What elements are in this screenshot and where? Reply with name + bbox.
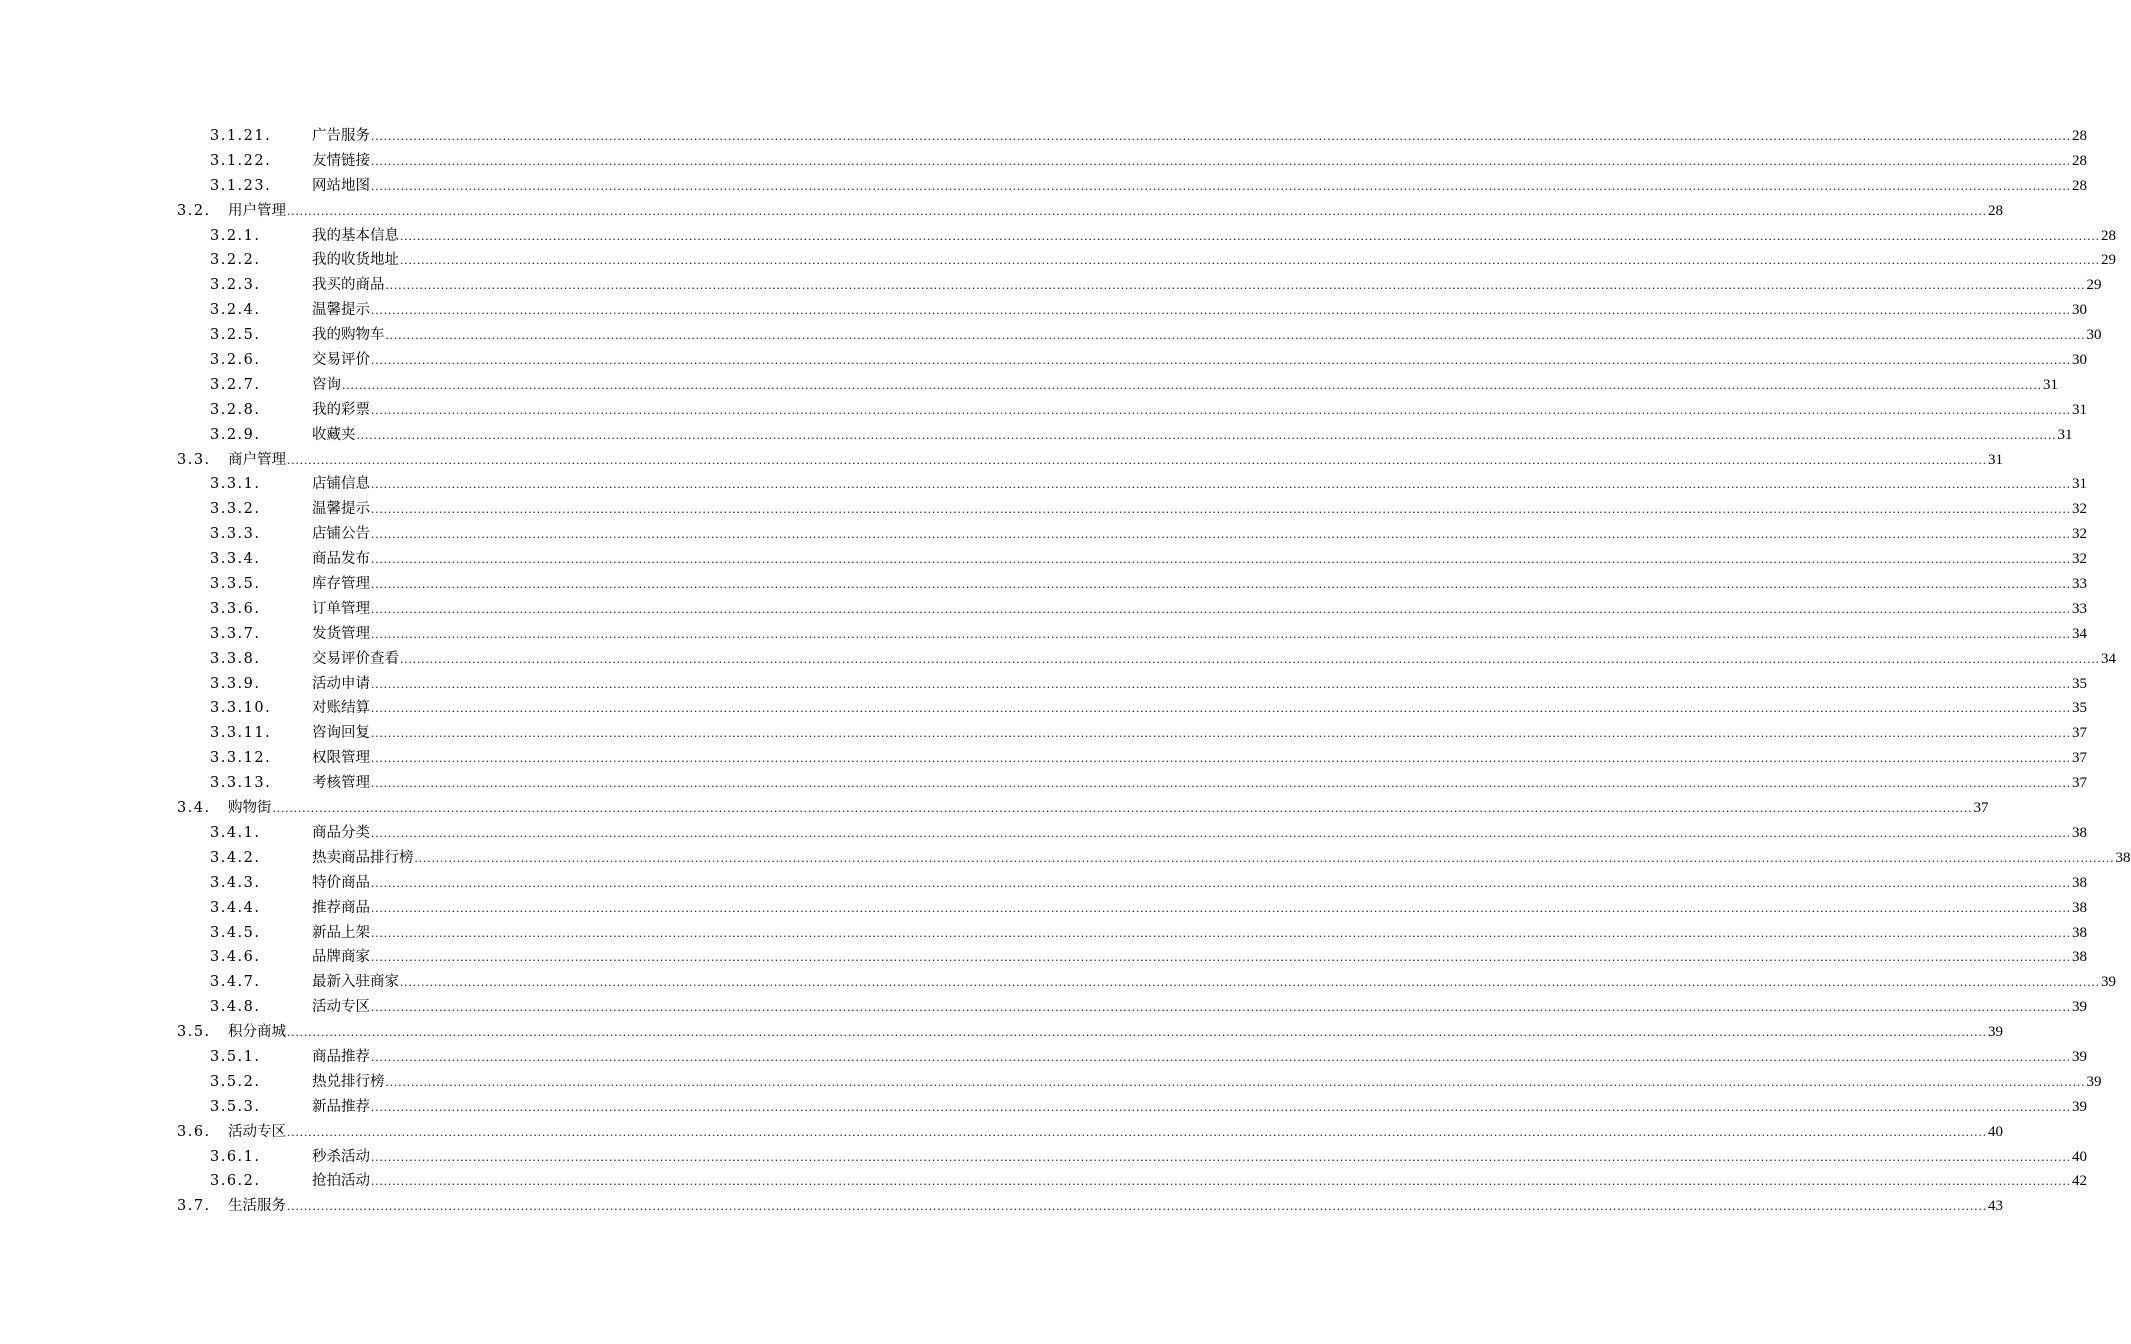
toc-entry-line bbox=[312, 1169, 2087, 1194]
toc-dot-leader: ................................................................................................................................................................................................................................................................................................................................................................................................................ bbox=[385, 327, 2086, 343]
toc-dot-leader: ................................................................................................................................................................................................................................................................................................................................................................................................................ bbox=[371, 576, 2071, 592]
toc-dot-leader: ................................................................................................................................................................................................................................................................................................................................................................................................................ bbox=[371, 899, 2071, 915]
toc-number: 3.2.2. bbox=[210, 252, 261, 269]
toc-entry-line bbox=[312, 995, 2087, 1020]
toc-section-entry[interactable] bbox=[0, 199, 2003, 224]
toc-title[interactable]: 交易评价查看 bbox=[312, 650, 399, 667]
toc-page-number[interactable]: 32 bbox=[2072, 551, 2087, 568]
toc-subsection-entry[interactable] bbox=[0, 298, 2087, 323]
toc-title[interactable]: 网站地图 bbox=[312, 177, 370, 194]
toc-page-number[interactable]: 39 bbox=[2072, 999, 2087, 1016]
toc-entry-line bbox=[312, 373, 2058, 398]
toc-title[interactable]: 最新入驻商家 bbox=[312, 974, 399, 991]
toc-title[interactable]: 库存管理 bbox=[312, 576, 370, 593]
toc-dot-leader: ................................................................................................................................................................................................................................................................................................................................................................................................................ bbox=[371, 675, 2071, 691]
toc-subsection-entry[interactable] bbox=[0, 547, 2087, 572]
toc-number: 3.6. bbox=[177, 1123, 211, 1140]
toc-subsection-entry[interactable] bbox=[0, 1045, 2087, 1070]
toc-number: 3.2.9. bbox=[210, 426, 261, 443]
toc-subsection-entry[interactable] bbox=[0, 771, 2087, 796]
toc-number: 3.5.1. bbox=[210, 1048, 261, 1065]
toc-dot-leader: ................................................................................................................................................................................................................................................................................................................................................................................................................ bbox=[400, 252, 2100, 268]
toc-section-entry[interactable] bbox=[0, 1194, 2003, 1219]
toc-subsection-entry[interactable] bbox=[0, 224, 2116, 249]
toc-entry-line bbox=[228, 1120, 2003, 1145]
toc-dot-leader: ................................................................................................................................................................................................................................................................................................................................................................................................................ bbox=[371, 949, 2071, 965]
toc-page-number[interactable]: 38 bbox=[2072, 874, 2087, 891]
toc-subsection-entry[interactable] bbox=[0, 970, 2116, 995]
toc-dot-leader: ................................................................................................................................................................................................................................................................................................................................................................................................................ bbox=[371, 1148, 2071, 1164]
toc-dot-leader: ................................................................................................................................................................................................................................................................................................................................................................................................................ bbox=[371, 526, 2071, 542]
toc-section-entry[interactable] bbox=[0, 1020, 2003, 1045]
toc-dot-leader: ................................................................................................................................................................................................................................................................................................................................................................................................................ bbox=[371, 1098, 2071, 1114]
toc-page-number[interactable]: 34 bbox=[2072, 625, 2087, 642]
toc-number: 3.3.9. bbox=[210, 675, 261, 692]
toc-number: 3.2.3. bbox=[210, 277, 261, 294]
toc-dot-leader: ................................................................................................................................................................................................................................................................................................................................................................................................................ bbox=[287, 1198, 1987, 1214]
toc-entry-line bbox=[312, 423, 2073, 448]
toc-subsection-entry[interactable] bbox=[0, 1070, 2102, 1095]
toc-entry-line bbox=[228, 796, 1989, 821]
toc-number: 3.3.12. bbox=[210, 750, 272, 767]
toc-page-number[interactable]: 32 bbox=[2072, 526, 2087, 543]
toc-subsection-entry[interactable] bbox=[0, 348, 2087, 373]
toc-entry-line bbox=[312, 647, 2116, 672]
toc-page-number[interactable]: 31 bbox=[2043, 376, 2058, 393]
toc-entry-line bbox=[312, 1145, 2087, 1170]
toc-number: 3.4.5. bbox=[210, 924, 261, 941]
toc-page-number[interactable]: 38 bbox=[2115, 849, 2131, 866]
toc-subsection-entry[interactable] bbox=[0, 248, 2116, 273]
toc-dot-leader: ................................................................................................................................................................................................................................................................................................................................................................................................................ bbox=[371, 824, 2071, 840]
toc-entry-line bbox=[312, 472, 2087, 497]
toc-number: 3.2.1. bbox=[210, 227, 261, 244]
toc-title[interactable]: 发货管理 bbox=[312, 625, 370, 642]
toc-entry-line bbox=[312, 821, 2087, 846]
toc-subsection-entry[interactable] bbox=[0, 896, 2087, 921]
toc-dot-leader: ................................................................................................................................................................................................................................................................................................................................................................................................................ bbox=[400, 650, 2100, 666]
toc-title[interactable]: 活动专区 bbox=[228, 1123, 286, 1140]
toc-page-number[interactable]: 38 bbox=[2072, 824, 2087, 841]
toc-entry-line bbox=[312, 1045, 2087, 1070]
toc-number: 3.3.5. bbox=[210, 576, 261, 593]
toc-subsection-entry[interactable] bbox=[0, 597, 2087, 622]
toc-page-number[interactable]: 28 bbox=[2072, 152, 2087, 169]
toc-page-number[interactable]: 42 bbox=[2072, 1173, 2087, 1190]
toc-number: 3.4.2. bbox=[210, 849, 261, 866]
toc-title[interactable]: 咨询 bbox=[312, 376, 341, 393]
toc-dot-leader: ................................................................................................................................................................................................................................................................................................................................................................................................................ bbox=[385, 277, 2086, 293]
toc-subsection-entry[interactable] bbox=[0, 647, 2116, 672]
toc-page-number[interactable]: 34 bbox=[2101, 650, 2116, 667]
toc-subsection-entry[interactable] bbox=[0, 871, 2087, 896]
toc-number: 3.4.4. bbox=[210, 899, 261, 916]
toc-title[interactable]: 交易评价 bbox=[312, 352, 370, 369]
toc-dot-leader: ................................................................................................................................................................................................................................................................................................................................................................................................................ bbox=[371, 551, 2071, 567]
toc-page-number[interactable]: 43 bbox=[1988, 1198, 2003, 1215]
toc-number: 3.3. bbox=[177, 451, 211, 468]
toc-page-number[interactable]: 28 bbox=[1988, 202, 2003, 219]
toc-number: 3.1.23. bbox=[210, 177, 272, 194]
toc-page-number[interactable]: 31 bbox=[1988, 451, 2003, 468]
toc-dot-leader: ................................................................................................................................................................................................................................................................................................................................................................................................................ bbox=[371, 152, 2071, 168]
toc-subsection-entry[interactable] bbox=[0, 1095, 2087, 1120]
toc-entry-line bbox=[228, 1194, 2003, 1219]
toc-dot-leader: ................................................................................................................................................................................................................................................................................................................................................................................................................ bbox=[287, 1024, 1987, 1040]
toc-entry-line bbox=[312, 970, 2116, 995]
toc-number: 3.6.1. bbox=[210, 1148, 261, 1165]
toc-page-number[interactable]: 39 bbox=[2086, 1073, 2102, 1090]
toc-number: 3.4.1. bbox=[210, 824, 261, 841]
toc-entry-line bbox=[312, 522, 2087, 547]
toc-dot-leader: ................................................................................................................................................................................................................................................................................................................................................................................................................ bbox=[371, 750, 2071, 766]
toc-dot-leader: ................................................................................................................................................................................................................................................................................................................................................................................................................ bbox=[287, 451, 1987, 467]
toc-dot-leader: ................................................................................................................................................................................................................................................................................................................................................................................................................ bbox=[371, 775, 2071, 791]
toc-entry-line bbox=[312, 622, 2087, 647]
toc-entry-line bbox=[312, 348, 2087, 373]
toc-title[interactable]: 商品分类 bbox=[312, 824, 370, 841]
toc-title[interactable]: 新品上架 bbox=[312, 924, 370, 941]
toc-title[interactable]: 订单管理 bbox=[312, 600, 370, 617]
toc-subsection-entry[interactable] bbox=[0, 273, 2102, 298]
toc-page-number[interactable]: 30 bbox=[2072, 302, 2087, 319]
toc-title[interactable]: 我的购物车 bbox=[312, 327, 385, 344]
toc-title[interactable]: 特价商品 bbox=[312, 874, 370, 891]
toc-subsection-entry[interactable] bbox=[0, 945, 2087, 970]
toc-subsection-entry[interactable] bbox=[0, 522, 2087, 547]
toc-page-number[interactable]: 33 bbox=[2072, 600, 2087, 617]
toc-page-number[interactable]: 38 bbox=[2072, 949, 2087, 966]
toc-title[interactable]: 对账结算 bbox=[312, 700, 370, 717]
toc-subsection-entry[interactable] bbox=[0, 696, 2087, 721]
toc-title[interactable]: 生活服务 bbox=[228, 1198, 286, 1215]
toc-title[interactable]: 热兑排行榜 bbox=[312, 1073, 385, 1090]
toc-dot-leader: ................................................................................................................................................................................................................................................................................................................................................................................................................ bbox=[356, 426, 2057, 442]
toc-number: 3.1.21. bbox=[210, 128, 272, 144]
toc-dot-leader: ................................................................................................................................................................................................................................................................................................................................................................................................................ bbox=[371, 476, 2071, 492]
toc-page-number[interactable]: 33 bbox=[2072, 576, 2087, 593]
toc-number: 3.4.3. bbox=[210, 874, 261, 891]
toc-title[interactable]: 新品推荐 bbox=[312, 1098, 370, 1115]
toc-number: 3.7. bbox=[177, 1198, 211, 1215]
toc-dot-leader: ................................................................................................................................................................................................................................................................................................................................................................................................................ bbox=[371, 352, 2071, 368]
toc-subsection-entry[interactable] bbox=[0, 124, 2087, 149]
toc-entry-line bbox=[312, 124, 2087, 149]
toc-dot-leader: ................................................................................................................................................................................................................................................................................................................................................................................................................ bbox=[400, 974, 2100, 990]
toc-dot-leader: ................................................................................................................................................................................................................................................................................................................................................................................................................ bbox=[371, 1173, 2071, 1189]
toc-title[interactable]: 用户管理 bbox=[228, 202, 286, 219]
toc-entry-line bbox=[312, 945, 2087, 970]
toc-number: 3.2. bbox=[177, 202, 211, 219]
toc-entry-line bbox=[228, 448, 2003, 473]
toc-subsection-entry[interactable] bbox=[0, 572, 2087, 597]
toc-entry-line bbox=[312, 572, 2087, 597]
toc-entry-line bbox=[312, 248, 2116, 273]
toc-title[interactable]: 我的彩票 bbox=[312, 401, 370, 418]
toc-number: 3.3.6. bbox=[210, 600, 261, 617]
toc-entry-line bbox=[312, 597, 2087, 622]
toc-subsection-entry[interactable] bbox=[0, 821, 2087, 846]
toc-dot-leader: ................................................................................................................................................................................................................................................................................................................................................................................................................ bbox=[371, 600, 2071, 616]
toc-subsection-entry[interactable] bbox=[0, 149, 2087, 174]
toc-dot-leader: ................................................................................................................................................................................................................................................................................................................................................................................................................ bbox=[342, 376, 2042, 392]
toc-dot-leader: ................................................................................................................................................................................................................................................................................................................................................................................................................ bbox=[371, 924, 2071, 940]
toc-dot-leader: ................................................................................................................................................................................................................................................................................................................................................................................................................ bbox=[385, 1073, 2086, 1089]
toc-dot-leader: ................................................................................................................................................................................................................................................................................................................................................................................................................ bbox=[371, 501, 2071, 517]
toc-dot-leader: ................................................................................................................................................................................................................................................................................................................................................................................................................ bbox=[371, 874, 2071, 890]
toc-entry-line bbox=[312, 696, 2087, 721]
toc-number: 3.2.6. bbox=[210, 352, 261, 369]
toc-page-number[interactable]: 38 bbox=[2072, 924, 2087, 941]
toc-title[interactable]: 店铺公告 bbox=[312, 526, 370, 543]
toc-title[interactable]: 收藏夹 bbox=[312, 426, 356, 443]
toc-page-number[interactable]: 28 bbox=[2072, 177, 2087, 194]
toc-page-number[interactable]: 37 bbox=[2072, 750, 2087, 767]
toc-subsection-entry[interactable] bbox=[0, 846, 2131, 871]
toc-number: 3.3.2. bbox=[210, 501, 261, 518]
toc-page-number[interactable]: 30 bbox=[2086, 327, 2102, 344]
toc-entry-line bbox=[312, 672, 2087, 697]
toc-number: 3.3.7. bbox=[210, 625, 261, 642]
toc-number: 3.2.7. bbox=[210, 376, 261, 393]
toc-page-number[interactable]: 29 bbox=[2086, 277, 2102, 294]
toc-entry-line bbox=[312, 746, 2087, 771]
toc-dot-leader: ................................................................................................................................................................................................................................................................................................................................................................................................................ bbox=[371, 302, 2071, 318]
toc-entry-line bbox=[312, 497, 2087, 522]
toc-entry-line bbox=[312, 921, 2087, 946]
toc-dot-leader: ................................................................................................................................................................................................................................................................................................................................................................................................................ bbox=[371, 177, 2071, 193]
toc-page-number[interactable]: 29 bbox=[2101, 252, 2116, 269]
toc-page-number[interactable]: 40 bbox=[2072, 1148, 2087, 1165]
toc-title[interactable]: 热卖商品排行榜 bbox=[312, 849, 414, 866]
toc-dot-leader: ................................................................................................................................................................................................................................................................................................................................................................................................................ bbox=[371, 128, 2071, 143]
toc-entry-line bbox=[312, 224, 2116, 249]
toc-title[interactable]: 店铺信息 bbox=[312, 476, 370, 493]
toc-title[interactable]: 购物街 bbox=[228, 800, 272, 817]
toc-section-entry[interactable] bbox=[0, 1120, 2003, 1145]
toc-subsection-entry[interactable] bbox=[0, 472, 2087, 497]
toc-page-number[interactable]: 30 bbox=[2072, 352, 2087, 369]
toc-title[interactable]: 友情链接 bbox=[312, 152, 370, 169]
toc-entry-line bbox=[312, 896, 2087, 921]
toc-title[interactable]: 我的收货地址 bbox=[312, 252, 399, 269]
toc-subsection-entry[interactable] bbox=[0, 497, 2087, 522]
toc-number: 3.4.6. bbox=[210, 949, 261, 966]
toc-entry-line bbox=[312, 547, 2087, 572]
toc-number: 3.3.11. bbox=[210, 725, 272, 742]
toc-subsection-entry[interactable] bbox=[0, 622, 2087, 647]
toc-page-number[interactable]: 39 bbox=[2072, 1098, 2087, 1115]
toc-number: 3.3.4. bbox=[210, 551, 261, 568]
toc-title[interactable]: 温馨提示 bbox=[312, 501, 370, 518]
toc-number: 3.3.3. bbox=[210, 526, 261, 543]
toc-number: 3.5.2. bbox=[210, 1073, 261, 1090]
toc-page-number[interactable]: 31 bbox=[2072, 401, 2087, 418]
toc-title[interactable]: 权限管理 bbox=[312, 750, 370, 767]
toc-page-number[interactable]: 39 bbox=[2101, 974, 2116, 991]
toc-dot-leader: ................................................................................................................................................................................................................................................................................................................................................................................................................ bbox=[371, 999, 2071, 1015]
toc-dot-leader: ................................................................................................................................................................................................................................................................................................................................................................................................................ bbox=[400, 227, 2100, 243]
table-of-contents bbox=[0, 124, 2131, 1219]
toc-entry-line bbox=[312, 398, 2087, 423]
toc-number: 3.5.3. bbox=[210, 1098, 261, 1115]
toc-number: 3.2.8. bbox=[210, 401, 261, 418]
toc-title[interactable]: 秒杀活动 bbox=[312, 1148, 370, 1165]
toc-dot-leader: ................................................................................................................................................................................................................................................................................................................................................................................................................ bbox=[371, 401, 2071, 417]
toc-title[interactable]: 活动专区 bbox=[312, 999, 370, 1016]
toc-page-number[interactable]: 35 bbox=[2072, 675, 2087, 692]
toc-title[interactable]: 推荐商品 bbox=[312, 899, 370, 916]
toc-section-entry[interactable] bbox=[0, 448, 2003, 473]
toc-number: 3.2.4. bbox=[210, 302, 261, 319]
toc-number: 3.1.22. bbox=[210, 152, 272, 169]
toc-entry-line bbox=[312, 149, 2087, 174]
toc-title[interactable]: 积分商城 bbox=[228, 1024, 286, 1041]
toc-entry-line bbox=[312, 1070, 2102, 1095]
toc-number: 3.4.7. bbox=[210, 974, 261, 991]
toc-subsection-entry[interactable] bbox=[0, 423, 2073, 448]
toc-subsection-entry[interactable] bbox=[0, 721, 2087, 746]
toc-subsection-entry[interactable] bbox=[0, 746, 2087, 771]
toc-title[interactable]: 广告服务 bbox=[312, 128, 370, 144]
toc-number: 3.2.5. bbox=[210, 327, 261, 344]
toc-page-number[interactable]: 37 bbox=[1973, 800, 1989, 817]
toc-dot-leader: ................................................................................................................................................................................................................................................................................................................................................................................................................ bbox=[371, 700, 2071, 716]
toc-number: 3.3.8. bbox=[210, 650, 261, 667]
toc-number: 3.6.2. bbox=[210, 1173, 261, 1190]
toc-entry-line bbox=[312, 273, 2102, 298]
toc-entry-line bbox=[312, 871, 2087, 896]
toc-number: 3.3.10. bbox=[210, 700, 272, 717]
toc-dot-leader: ................................................................................................................................................................................................................................................................................................................................................................................................................ bbox=[371, 625, 2071, 641]
toc-title[interactable]: 抢拍活动 bbox=[312, 1173, 370, 1190]
toc-subsection-entry[interactable] bbox=[0, 323, 2102, 348]
toc-subsection-entry[interactable] bbox=[0, 672, 2087, 697]
toc-subsection-entry[interactable] bbox=[0, 398, 2087, 423]
toc-page-number[interactable]: 35 bbox=[2072, 700, 2087, 717]
toc-dot-leader: ................................................................................................................................................................................................................................................................................................................................................................................................................ bbox=[414, 849, 2115, 865]
toc-page-number[interactable]: 31 bbox=[2072, 476, 2087, 493]
toc-title[interactable]: 商品推荐 bbox=[312, 1048, 370, 1065]
toc-subsection-entry[interactable] bbox=[0, 921, 2087, 946]
toc-entry-line bbox=[312, 846, 2131, 871]
toc-entry-line bbox=[228, 199, 2003, 224]
toc-number: 3.4. bbox=[177, 800, 211, 817]
toc-entry-line bbox=[312, 1095, 2087, 1120]
toc-page-number[interactable]: 37 bbox=[2072, 725, 2087, 742]
toc-number: 3.3.1. bbox=[210, 476, 261, 493]
toc-title[interactable]: 我买的商品 bbox=[312, 277, 385, 294]
toc-dot-leader: ................................................................................................................................................................................................................................................................................................................................................................................................................ bbox=[287, 1123, 1987, 1139]
toc-title[interactable]: 我的基本信息 bbox=[312, 227, 399, 244]
toc-title[interactable]: 品牌商家 bbox=[312, 949, 370, 966]
toc-number: 3.5. bbox=[177, 1024, 211, 1041]
toc-page-number[interactable]: 37 bbox=[2072, 775, 2087, 792]
toc-title[interactable]: 考核管理 bbox=[312, 775, 370, 792]
toc-page-number[interactable]: 28 bbox=[2101, 227, 2116, 244]
toc-title[interactable]: 商户管理 bbox=[228, 451, 286, 468]
toc-subsection-entry[interactable] bbox=[0, 1145, 2087, 1170]
toc-subsection-entry[interactable] bbox=[0, 373, 2058, 398]
toc-entry-line bbox=[312, 721, 2087, 746]
toc-page-number[interactable]: 40 bbox=[1988, 1123, 2003, 1140]
toc-page-number[interactable]: 38 bbox=[2072, 899, 2087, 916]
toc-entry-line bbox=[312, 771, 2087, 796]
toc-subsection-entry[interactable] bbox=[0, 174, 2087, 199]
toc-title[interactable]: 温馨提示 bbox=[312, 302, 370, 319]
toc-dot-leader: ................................................................................................................................................................................................................................................................................................................................................................................................................ bbox=[287, 202, 1987, 218]
toc-entry-line bbox=[228, 1020, 2003, 1045]
toc-dot-leader: ................................................................................................................................................................................................................................................................................................................................................................................................................ bbox=[272, 800, 1973, 816]
toc-subsection-entry[interactable] bbox=[0, 995, 2087, 1020]
toc-subsection-entry[interactable] bbox=[0, 1169, 2087, 1194]
toc-entry-line bbox=[312, 323, 2102, 348]
toc-dot-leader: ................................................................................................................................................................................................................................................................................................................................................................................................................ bbox=[371, 1048, 2071, 1064]
toc-number: 3.3.13. bbox=[210, 775, 272, 792]
toc-page-number[interactable]: 39 bbox=[2072, 1048, 2087, 1065]
toc-section-entry[interactable] bbox=[0, 796, 1989, 821]
toc-page-number[interactable]: 32 bbox=[2072, 501, 2087, 518]
toc-title[interactable]: 咨询回复 bbox=[312, 725, 370, 742]
toc-dot-leader: ................................................................................................................................................................................................................................................................................................................................................................................................................ bbox=[371, 725, 2071, 741]
toc-entry-line bbox=[312, 298, 2087, 323]
toc-title[interactable]: 商品发布 bbox=[312, 551, 370, 568]
toc-page-number[interactable]: 39 bbox=[1988, 1024, 2003, 1041]
toc-entry-line bbox=[312, 174, 2087, 199]
toc-page-number[interactable]: 28 bbox=[2072, 128, 2087, 144]
toc-page-number[interactable]: 31 bbox=[2057, 426, 2073, 443]
toc-title[interactable]: 活动申请 bbox=[312, 675, 370, 692]
toc-number: 3.4.8. bbox=[210, 999, 261, 1016]
